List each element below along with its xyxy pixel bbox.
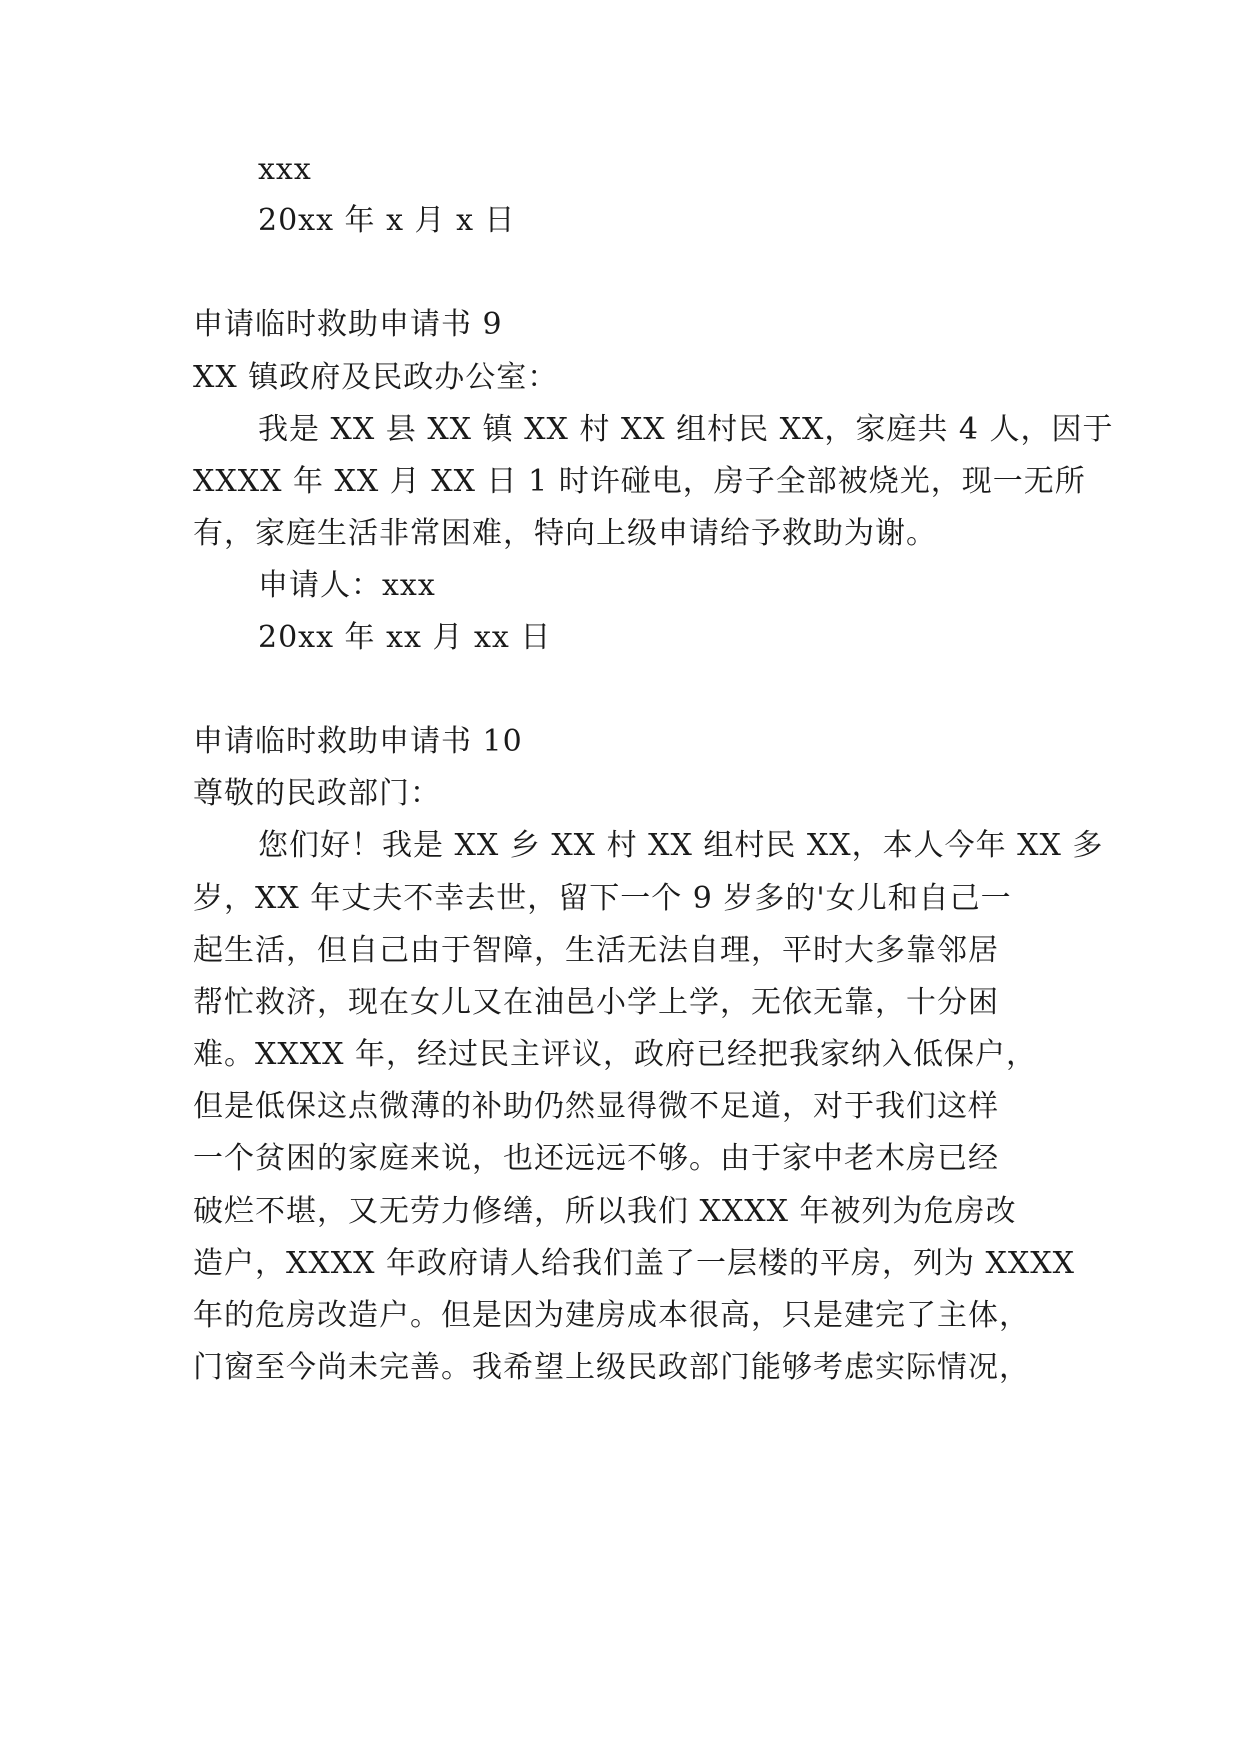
section10-body-line: 门窗至今尚未完善。我希望上级民政部门能够考虑实际情况， bbox=[193, 1350, 1030, 1385]
section10-body-line: 年的危房改造户。但是因为建房成本很高，只是建完了主体， bbox=[193, 1298, 1030, 1333]
section10-body-line: 破烂不堪，又无劳力修缮，所以我们 XXXX 年被列为危房改 bbox=[193, 1194, 1017, 1229]
section9-title: 申请临时救助申请书 9 bbox=[193, 307, 503, 342]
section10-body-line: 但是低保这点微薄的补助仍然显得微不足道，对于我们这样 bbox=[193, 1089, 999, 1124]
section10-body-line: 造户，XXXX 年政府请人给我们盖了一层楼的平房，列为 XXXX bbox=[193, 1246, 1075, 1281]
section9-body-line: 我是 XX 县 XX 镇 XX 村 XX 组村民 XX，家庭共 4 人，因于 bbox=[258, 412, 1114, 447]
section10-body-line: 起生活，但自己由于智障，生活无法自理，平时大多靠邻居 bbox=[193, 933, 999, 968]
section9-applicant: 申请人：xxx bbox=[258, 568, 436, 603]
section10-title: 申请临时救助申请书 10 bbox=[193, 724, 523, 759]
section9-date: 20xx 年 xx 月 xx 日 bbox=[258, 620, 552, 655]
section10-body-line: 难。XXXX 年，经过民主评议，政府已经把我家纳入低保户， bbox=[193, 1037, 1037, 1072]
prev-signer: xxx bbox=[258, 152, 312, 187]
section9-addressee: XX 镇政府及民政办公室： bbox=[193, 360, 559, 395]
section9-body-line: 有，家庭生活非常困难，特向上级申请给予救助为谢。 bbox=[193, 516, 937, 551]
prev-date: 20xx 年 x 月 x 日 bbox=[258, 203, 516, 238]
section10-body-line: 您们好！我是 XX 乡 XX 村 XX 组村民 XX，本人今年 XX 多 bbox=[258, 828, 1104, 863]
section10-body-line: 岁，XX 年丈夫不幸去世，留下一个 9 岁多的'女儿和自己一 bbox=[193, 881, 1012, 916]
section9-body-line: XXXX 年 XX 月 XX 日 1 时许碰电，房子全部被烧光，现一无所 bbox=[193, 464, 1086, 499]
section10-addressee: 尊敬的民政部门： bbox=[193, 776, 441, 811]
section10-body-line: 一个贫困的家庭来说，也还远远不够。由于家中老木房已经 bbox=[193, 1141, 999, 1176]
section10-body-line: 帮忙救济，现在女儿又在油邑小学上学，无依无靠，十分困 bbox=[193, 985, 999, 1020]
